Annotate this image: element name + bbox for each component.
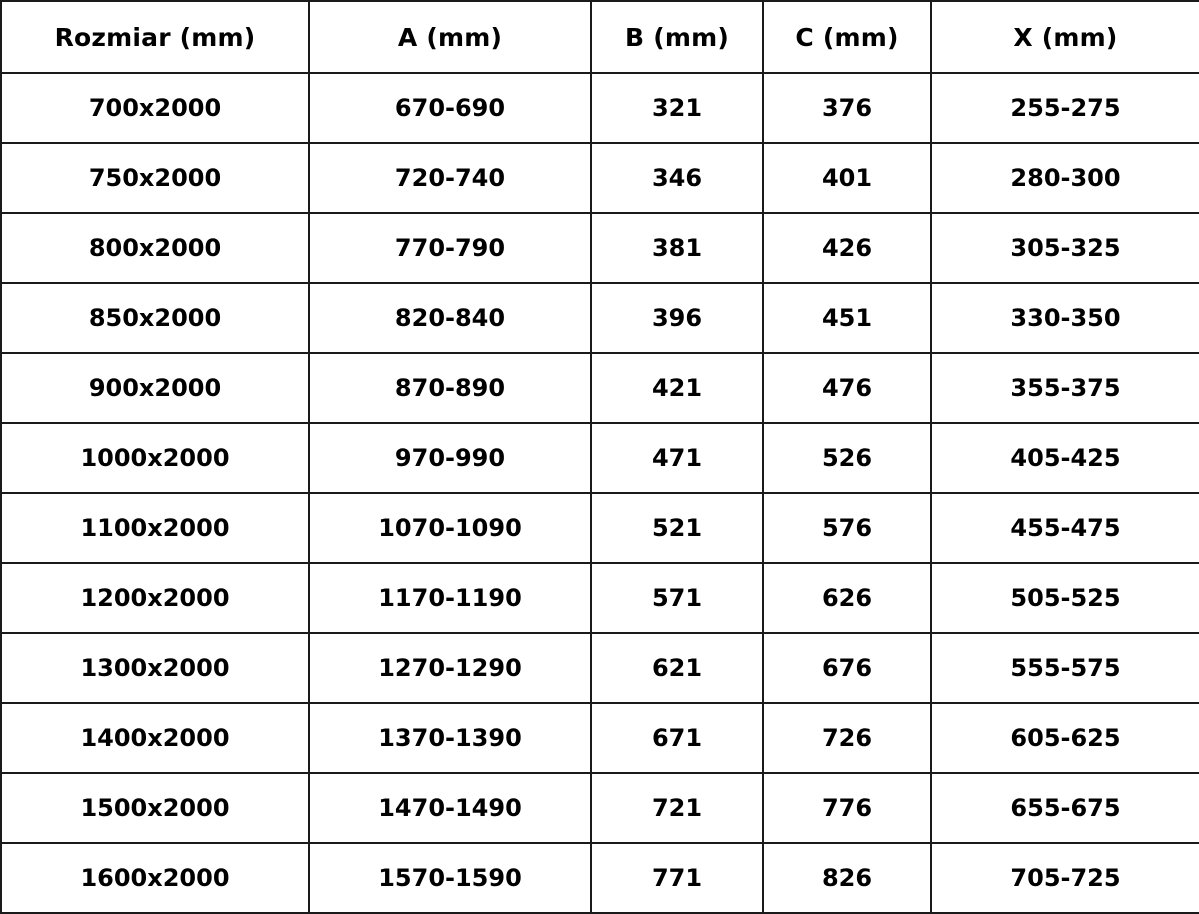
cell-size: 1200x2000 (1, 563, 309, 633)
cell-x: 705-725 (931, 843, 1199, 913)
cell-size: 900x2000 (1, 353, 309, 423)
cell-c: 826 (763, 843, 931, 913)
cell-x: 405-425 (931, 423, 1199, 493)
cell-a: 870-890 (309, 353, 591, 423)
cell-b: 396 (591, 283, 763, 353)
column-header-c: C (mm) (763, 1, 931, 73)
table-row (1, 73, 1199, 143)
table-row (1, 633, 1199, 703)
cell-a: 820-840 (309, 283, 591, 353)
cell-b: 346 (591, 143, 763, 213)
cell-b: 381 (591, 213, 763, 283)
table-row (1, 493, 1199, 563)
cell-size: 1400x2000 (1, 703, 309, 773)
cell-c: 376 (763, 73, 931, 143)
table-row (1, 773, 1199, 843)
column-header-a: A (mm) (309, 1, 591, 73)
cell-a: 770-790 (309, 213, 591, 283)
cell-c: 676 (763, 633, 931, 703)
cell-b: 621 (591, 633, 763, 703)
cell-a: 1570-1590 (309, 843, 591, 913)
cell-x: 555-575 (931, 633, 1199, 703)
cell-size: 1600x2000 (1, 843, 309, 913)
cell-a: 1070-1090 (309, 493, 591, 563)
table-body (1, 73, 1199, 913)
cell-size: 850x2000 (1, 283, 309, 353)
cell-c: 576 (763, 493, 931, 563)
cell-size: 750x2000 (1, 143, 309, 213)
cell-a: 1370-1390 (309, 703, 591, 773)
cell-size: 800x2000 (1, 213, 309, 283)
cell-b: 671 (591, 703, 763, 773)
cell-x: 280-300 (931, 143, 1199, 213)
cell-b: 321 (591, 73, 763, 143)
cell-a: 670-690 (309, 73, 591, 143)
cell-x: 455-475 (931, 493, 1199, 563)
column-header-x: X (mm) (931, 1, 1199, 73)
table-row (1, 283, 1199, 353)
cell-x: 605-625 (931, 703, 1199, 773)
table-header (1, 1, 1199, 73)
cell-c: 476 (763, 353, 931, 423)
cell-c: 526 (763, 423, 931, 493)
cell-x: 255-275 (931, 73, 1199, 143)
cell-c: 451 (763, 283, 931, 353)
table-row (1, 703, 1199, 773)
cell-b: 771 (591, 843, 763, 913)
cell-x: 305-325 (931, 213, 1199, 283)
cell-b: 521 (591, 493, 763, 563)
cell-c: 726 (763, 703, 931, 773)
cell-b: 571 (591, 563, 763, 633)
cell-size: 700x2000 (1, 73, 309, 143)
cell-b: 421 (591, 353, 763, 423)
cell-a: 1470-1490 (309, 773, 591, 843)
cell-a: 1270-1290 (309, 633, 591, 703)
table-row (1, 563, 1199, 633)
table-row (1, 143, 1199, 213)
cell-b: 471 (591, 423, 763, 493)
cell-x: 355-375 (931, 353, 1199, 423)
cell-c: 776 (763, 773, 931, 843)
table-row (1, 353, 1199, 423)
cell-c: 426 (763, 213, 931, 283)
cell-b: 721 (591, 773, 763, 843)
cell-a: 970-990 (309, 423, 591, 493)
cell-size: 1100x2000 (1, 493, 309, 563)
cell-a: 1170-1190 (309, 563, 591, 633)
cell-x: 330-350 (931, 283, 1199, 353)
column-header-b: B (mm) (591, 1, 763, 73)
cell-x: 505-525 (931, 563, 1199, 633)
cell-x: 655-675 (931, 773, 1199, 843)
cell-size: 1500x2000 (1, 773, 309, 843)
table-header-row (1, 1, 1199, 73)
cell-c: 401 (763, 143, 931, 213)
cell-c: 626 (763, 563, 931, 633)
column-header-size: Rozmiar (mm) (1, 1, 309, 73)
cell-size: 1300x2000 (1, 633, 309, 703)
table-row (1, 213, 1199, 283)
cell-size: 1000x2000 (1, 423, 309, 493)
cell-a: 720-740 (309, 143, 591, 213)
table-row (1, 843, 1199, 913)
table-row (1, 423, 1199, 493)
